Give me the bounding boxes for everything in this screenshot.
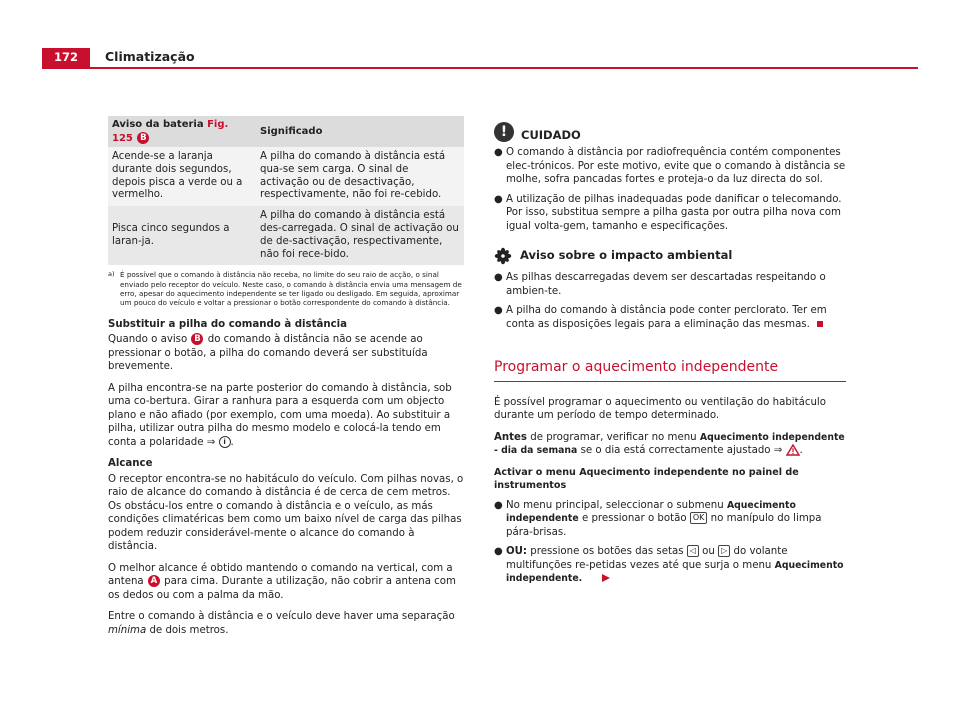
step-text bbox=[506, 545, 846, 586]
step-text bbox=[506, 499, 846, 540]
environment-item-wrap bbox=[506, 304, 846, 331]
bullet-icon: ● bbox=[494, 147, 503, 158]
step2-text-a: pressione os botões das setas bbox=[530, 546, 684, 557]
arrow-right-key-icon: ▷ bbox=[718, 545, 730, 557]
table-row bbox=[108, 147, 464, 206]
list-item bbox=[494, 545, 846, 586]
step2-menu-name: Aquecimento independente. bbox=[506, 559, 844, 584]
list-item bbox=[494, 193, 846, 234]
caution-heading bbox=[494, 118, 846, 142]
environment-heading bbox=[494, 247, 846, 265]
list-item bbox=[494, 146, 846, 187]
before-text-a: de programar, verificar no menu bbox=[530, 431, 697, 443]
environment-title: Aviso sobre o impacto ambiental bbox=[520, 248, 733, 263]
step1-text-c: no manípulo do limpa pára-brisas. bbox=[506, 513, 822, 538]
step2-or: ou bbox=[702, 546, 715, 557]
p4-text-a: O melhor alcance é obtido mantendo o comando na vertical, com a antena bbox=[108, 562, 453, 588]
list-item bbox=[494, 304, 846, 331]
page-header bbox=[0, 0, 960, 70]
activate-text-b: no painel de instrumentos bbox=[494, 466, 799, 491]
right-column bbox=[494, 118, 846, 592]
chapter-title: Climatização bbox=[105, 49, 195, 64]
list-item bbox=[494, 271, 846, 298]
battery-indicator-table bbox=[108, 116, 464, 265]
marker-a-badge: A bbox=[148, 575, 160, 587]
environment-item-text: As pilhas descarregadas devem ser descartadas respeitando o ambien-te. bbox=[506, 272, 826, 297]
p5-emphasis: mínima bbox=[108, 624, 147, 636]
header-rule bbox=[42, 67, 918, 69]
left-column bbox=[108, 116, 464, 645]
table-cell-indicator: Acende-se a laranja durante dois segundos, depois pisca a verde ou a vermelho. bbox=[108, 147, 256, 206]
range-paragraph-2 bbox=[108, 562, 464, 603]
replace-paragraph-2: A pilha encontra-se na parte posterior do comando à distância, sob uma co-bertura. Girar a ranhura para a esquerda com um objecto plano e não afiado (por exemplo, com uma moeda). Ao substituir a pilha, utilizar outra pilha do mesmo modelo e colocá-la tendo em conta a polaridade ⇒ i . bbox=[108, 382, 452, 448]
table-cell-indicator: Pisca cinco segundos a laran-ja. bbox=[108, 206, 256, 265]
p1-text-a: Quando o aviso bbox=[108, 334, 188, 346]
or-label: OU: bbox=[506, 546, 528, 557]
bullet-icon: ● bbox=[494, 272, 503, 283]
marker-b-badge: B bbox=[191, 333, 203, 345]
p1-text-b: do comando à distância não se acende ao pressionar o botão, a pilha do comando deverá ser substituída brevemente. bbox=[108, 334, 428, 373]
caution-title: CUIDADO bbox=[521, 127, 581, 142]
table-cell-meaning: A pilha do comando à distância está des-carregada. O sinal de activação ou de de-sactivação, respectivamente, não foi rece-bido. bbox=[256, 206, 464, 265]
table-cell-meaning: A pilha do comando à distância está qua-se sem carga. O sinal de activação ou de desactivação, respectivamente, não foi re-cebido. bbox=[256, 147, 464, 206]
footnote-text: É possível que o comando à distância não receba, no limite do seu raio de acção, o sinal enviado pelo receptor do veículo. Neste caso, o comando à distância envia uma mensagem de erro, apesar do aquecimento independente se ter ligado ou desligado. Em seguida, aproximar um pouco do veículo e voltar a pressionar o botão correspondente do comando à distância. bbox=[120, 270, 462, 308]
p4-text-b: para cima. Durante a utilização, não cobrir a antena com os dedos ou com a palma da mão. bbox=[108, 576, 456, 601]
step1-text-b: e pressionar o botão bbox=[581, 513, 687, 524]
step2-text-b: do volante multifunções re-petidas vezes até que surja o menu bbox=[506, 546, 788, 571]
arrow-left-key-icon: ◁ bbox=[687, 545, 699, 557]
table-footnote bbox=[108, 270, 464, 307]
p5-text-a: Entre o comando à distância e o veículo deve haver uma separação bbox=[108, 611, 455, 623]
table-header-indicator bbox=[108, 116, 256, 147]
list-item bbox=[494, 499, 846, 540]
range-heading: Alcance bbox=[108, 458, 153, 470]
info-icon[interactable]: i bbox=[219, 436, 231, 448]
table-header-meaning: Significado bbox=[256, 116, 464, 147]
before-text-b: se o dia está correctamente ajustado ⇒ bbox=[580, 445, 783, 456]
continue-arrow-icon bbox=[601, 573, 611, 583]
activate-heading bbox=[494, 466, 846, 493]
bullet-icon: ● bbox=[494, 305, 503, 316]
bullet-icon: ● bbox=[494, 546, 503, 557]
section-title: Programar o aquecimento independente bbox=[494, 361, 846, 382]
exclamation-icon: ! bbox=[494, 122, 514, 142]
end-of-section-marker bbox=[817, 321, 823, 327]
replace-battery-heading: Substituir a pilha do comando à distância bbox=[108, 318, 347, 330]
ok-key-icon: OK bbox=[690, 512, 708, 524]
table-header-row bbox=[108, 116, 464, 147]
range-paragraph-1: O receptor encontra-se no habitáculo do veículo. Com pilhas novas, o raio de alcance do comando à distância é de cerca de cem metros. Os obstácu-los entre o comando à distância e o veículo, as más condições climatéricas bem como um baixo nível de carga das pilhas podem reduzir considerável-mente o alcance do comando à distância. bbox=[108, 473, 464, 553]
bullet-icon: ● bbox=[494, 193, 503, 205]
before-label: Antes bbox=[494, 431, 527, 443]
caution-item-text: A utilização de pilhas inadequadas pode danificar o telecomando. Por isso, substitua sempre a pilha gasta por outra pilha nova com igual volta-gem, tamanho e especificações. bbox=[506, 193, 842, 232]
indicator-header-label: Aviso da bateria bbox=[112, 119, 204, 130]
range-paragraph-3 bbox=[108, 610, 464, 637]
leaf-icon bbox=[494, 247, 512, 265]
before-paragraph: Antes de programar, verificar no menu Aquecimento independente - dia da semana se o dia está correctamente ajustado ⇒ . bbox=[494, 431, 845, 456]
activate-menu-name: Aquecimento independente bbox=[579, 466, 729, 478]
caution-item-text: O comando à distância por radiofrequência contém componentes elec-trónicos. Por este motivo, evite que o comando à distância se molhe, sofra pancadas fortes e proteja-o da luz directa do sol. bbox=[506, 147, 846, 185]
activate-text-a: Activar o menu bbox=[494, 466, 576, 478]
section-intro: É possível programar o aquecimento ou ventilação do habitáculo durante um período de tempo determinado. bbox=[494, 396, 826, 421]
step1-text-a: No menu principal, seleccionar o submenu bbox=[506, 499, 724, 511]
environment-item-text: A pilha do comando à distância pode conter perclorato. Ter em conta as disposições legais para a eliminação das mesmas. bbox=[506, 305, 827, 330]
step1-menu-name: Aquecimento independente bbox=[506, 499, 796, 524]
replace-paragraph-1 bbox=[108, 333, 464, 374]
figure-reference-link[interactable]: Fig. 125 bbox=[112, 119, 229, 144]
bullet-icon: ● bbox=[494, 499, 503, 511]
footnote-mark: a) bbox=[108, 270, 115, 279]
marker-b-badge: B bbox=[137, 132, 149, 144]
p2-text: A pilha encontra-se na parte posterior do comando à distância, sob uma co-bertura. Girar a ranhura para a esquerda com um objecto plano e não afiado (por exemplo, com uma moeda). Ao substituir a pilha, utilizar outra pilha do mesmo modelo e colocá-la tendo em conta a polaridade ⇒ bbox=[108, 382, 452, 448]
p5-text-b: de dois metros. bbox=[149, 624, 229, 636]
page-number: 172 bbox=[42, 48, 90, 67]
menu-name-weekday: Aquecimento independente - dia da semana bbox=[494, 431, 845, 456]
table-row bbox=[108, 206, 464, 265]
warning-triangle-icon[interactable] bbox=[786, 444, 800, 456]
